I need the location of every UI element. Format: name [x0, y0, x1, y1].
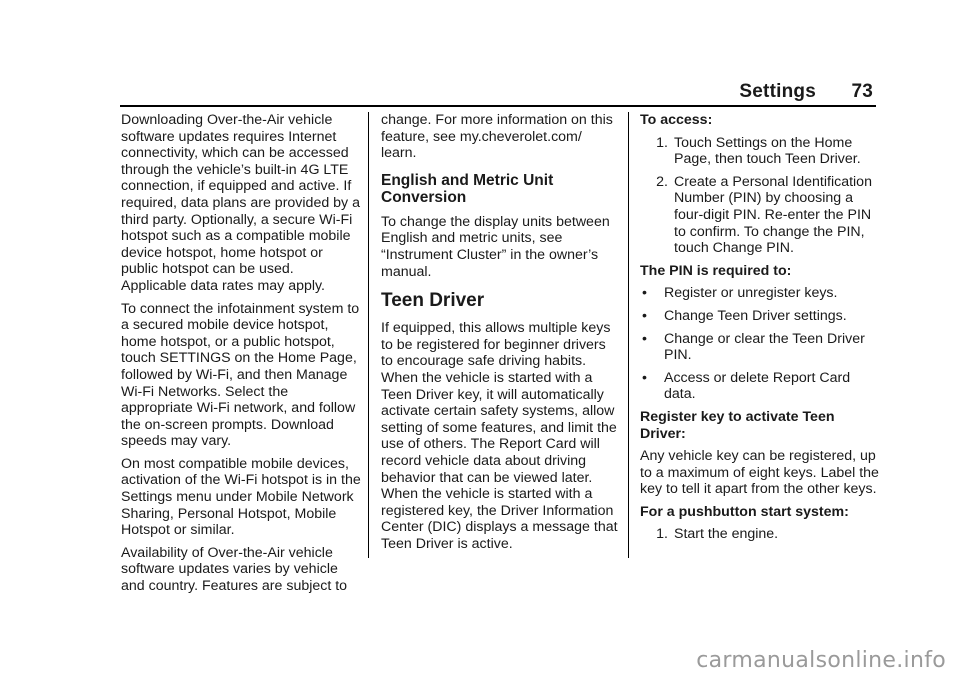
- list-item: 1. Start the engine.: [656, 526, 779, 543]
- column-divider: [368, 112, 369, 558]
- list-item: • Access or delete Report Card data.: [642, 369, 851, 403]
- section-title: Settings: [739, 81, 816, 102]
- bullet-icon: •: [642, 369, 647, 386]
- column-1: [121, 112, 361, 601]
- list-item: • Change Teen Driver settings.: [642, 307, 847, 324]
- paragraph: If equipped, this allows multiple keys to be registered for beginner drivers to encourage safe driving habits. When the vehicle is started with a Teen Driver key, it will automatically activate certain safety systems, allow setting of some features, and limit the use of others. The Report Card will record vehicle data about driving behavior that can be viewed later. When the vehicle is started with a registered key, the Driver Information Center (DIC) displays a message that Teen Driver is active.: [381, 320, 618, 552]
- paragraph: To change the display units between English and metric units, see “Instrument Cluster” in the owner’s manual.: [381, 213, 610, 280]
- watermark: carmanualsonline.info: [696, 648, 946, 673]
- paragraph: change. For more information on this feature, see my.cheverolet.com/ learn.: [381, 112, 613, 162]
- column-divider: [628, 112, 629, 558]
- bullet-icon: •: [642, 285, 647, 302]
- paragraph: Any vehicle key can be registered, up to a maximum of eight keys. Label the key to tell it apart from the other keys.: [640, 448, 879, 498]
- pin-label: The PIN is required to:: [640, 262, 792, 279]
- column-3: [640, 112, 880, 549]
- page-header: [739, 81, 873, 103]
- header-rule: [120, 105, 876, 107]
- column-2: [381, 112, 621, 558]
- paragraph: To connect the infotainment system to a secured mobile device hotspot, home hotspot, or a public hotspot, touch SETTINGS on the Home Page, followed by Wi-Fi, and then Manage Wi-Fi Networks. Select the appropriate Wi-Fi network, and follow the on-screen prompts. Download speeds may vary.: [121, 300, 360, 450]
- paragraph: Downloading Over-the-Air vehicle software updates requires Internet connectivity, which can be accessed through the vehicle’s built-in 4G LTE connection, if equipped and active. If required, data plans are provided by a third party. Optionally, a secure Wi-Fi hotspot such as a compatible mobile device hotspot, home hotspot or public hotspot can be used. Applicable data rates may apply.: [121, 112, 360, 294]
- bullet-icon: •: [642, 307, 647, 324]
- pushbutton-label: For a pushbutton start system:: [640, 503, 849, 520]
- heading-teen-driver: Teen Driver: [381, 290, 485, 312]
- paragraph: On most compatible mobile devices, activation of the Wi-Fi hotspot is in the Settings menu under Mobile Network Sharing, Personal Hotspot, Mobile Hotspot or similar.: [121, 455, 361, 539]
- register-label: Register key to activate Teen Driver:: [640, 408, 835, 442]
- list-item: 2. Create a Personal Identification Number (PIN) by choosing a four-digit PIN. Re-enter the PIN to confirm. To change the PIN, touch Change PIN.: [656, 173, 872, 257]
- page-number: 73: [851, 81, 873, 102]
- heading-unit-conversion: English and Metric Unit Conversion: [381, 171, 554, 206]
- list-item: 1. Touch Settings on the Home Page, then touch Teen Driver.: [656, 134, 861, 168]
- access-label: To access:: [640, 112, 713, 128]
- bullet-icon: •: [642, 330, 647, 347]
- paragraph: Availability of Over-the-Air vehicle software updates varies by vehicle and country. Features are subject to: [121, 544, 348, 595]
- list-item: • Register or unregister keys.: [642, 285, 838, 302]
- list-item: • Change or clear the Teen Driver PIN.: [642, 330, 865, 364]
